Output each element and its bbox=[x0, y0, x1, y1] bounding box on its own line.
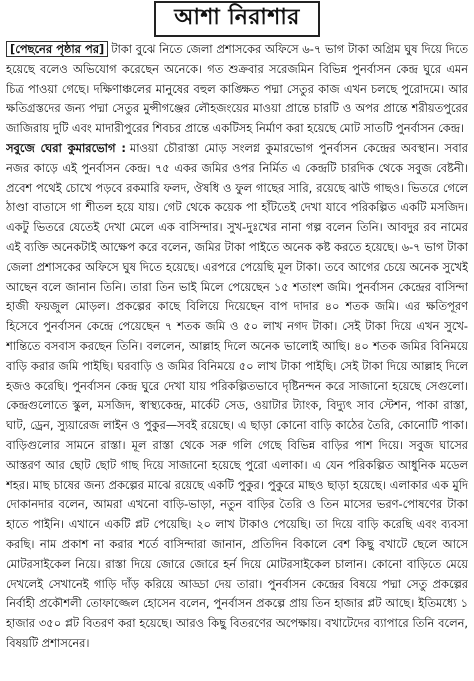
paragraph-intro bbox=[6, 40, 468, 139]
article-body bbox=[6, 40, 468, 678]
paragraph-kumarbhog bbox=[6, 139, 468, 654]
paragraph-intro-text: টাকা বুঝে নিতে জেলা প্রশাসকের অফিসে ৬-৭ ভাগ টাকা অগ্রিম ঘুষ দিয়ে দিতে হয়েছে বলেও অভিযোগ করেছেন অনেকে। গত শুক্রবার সরেজমিন বিভিন্ন পুনর্বাসন কেন্দ্র ঘুরে এমন চিত্র পাওয়া গেছে। দক্ষিণাঞ্চলের মানুষের বহুল কাঙ্ক্ষিত পদ্মা সেতুর কাজ এখন চলছে পুরোদমে। আর ক্ষতিগ্রস্তদের জন্য পদ্মা সেতুর মুন্সীগঞ্জের লৌহজংয়ের মাওয়া প্রান্তে চারটি ও অপর প্রান্তে শরীয়তপুরের জাজিরায় দুটি এবং মাদারীপুরের শিবচর প্রান্তে একটিসহ নির্মাণ করা হয়েছে মোট সাতটি পুনর্বাসন কেন্দ্র। bbox=[6, 42, 468, 136]
continuation-tag: [পেছনের পৃষ্ঠার পর] bbox=[6, 41, 108, 57]
subheading: সবুজে ঘেরা কুমারভোগ : bbox=[6, 140, 126, 155]
headline-bar bbox=[0, 0, 474, 38]
headline: আশা নিরাশার bbox=[154, 1, 320, 37]
paragraph-kumarbhog-text: মাওয়া চৌরাস্তা মোড় সংলগ্ন কুমারভোগ পুনর্বাসন কেন্দ্রের অবস্থান। সবার নজর কাড়ে এই পুনর্বাসন কেন্দ্র। ৭৫ একর জমির ওপর নির্মিত এ কেন্দ্রটি চারদিক থেকে সবুজ বেষ্টনী। প্রবেশ পথেই চোখে পড়বে রকমারি ফলদ, ঔষধি ও ফুল গাছের সারি, রয়েছে ঝাউ গাছও। ভিতরে গেলে ঠাণ্ডা বাতাসে গা শীতল হয়ে যায়। গেট থেকে কয়েক পা হাঁটতেই দেখা যাবে পরিকল্পিত একটি মসজিদ। একটু ভিতরে যেতেই দেখা মেলে এক বাসিন্দার। সুখ-দুঃখের নানা গল্প বলেন তিনি। আবদুর রব নামের এই ব্যক্তি অনেকটাই আক্ষেপ করে বলেন, জমির টাকা পাইতে অনেক কষ্ট করতে হয়েছে। ৬-৭ ভাগ টাকা জেলা প্রশাসকের অফিসে ঘুষ দিতে হয়েছে। এরপরে পেয়েছি মূল টাকা। তবে আগের চেয়ে অনেক সুখেই আছেন বলে জানান তিনি। তারা তিন ভাই মিলে পেয়েছেন ১৫ শতাংশ জমি। পুনর্বাসন কেন্দ্রের বাসিন্দা হাজী ফয়জুল মোড়ল। প্রকল্পের কাছে বিলিয়ে দিয়েছেন বাপ দাদার ৪০ শতক জমি। এর ক্ষতিপূরণ হিসেবে পুনর্বাসন কেন্দ্রে পেয়েছেন ৭ শতক জমি ও ৫০ লাখ নগদ টাকা। সেই টাকা দিয়ে এখন সুখে-শান্তিতে বসবাস করছেন তিনি। বললেন, আল্লাহ দিলে অনেক ভালোই আছি। ৪০ শতক জমির বিনিময়ে বাড়ি করার জমি পাইছি। ঘরবাড়ি ও জমির বিনিময়ে ৫০ লাখ টাকা পাইছি। সেই টাকা দিয়ে আল্লাহ দিলে হজও করেছি। পুনর্বাসন কেন্দ্র ঘুরে দেখা যায় পরিকল্পিতভাবে দৃষ্টিনন্দন করে সাজানো হয়েছে সেগুলো। কেন্দ্রগুলোতে স্কুল, মসজিদ, স্বাস্থ্যকেন্দ্র, মার্কেট সেড, ওয়াটার ট্যাংক, বিদ্যুৎ সাব স্টেশন, পাকা রাস্তা, ঘাট, ড্রেন, স্যুয়ারেজ লাইন ও পুকুর—সবই রয়েছে। এ ছাড়া কোনো বাড়ি কাঠের তৈরি, কোনোটি পাকা। বাড়িগুলোর সামনে রাস্তা। মূল রাস্তা থেকে সরু গলি গেছে বিভিন্ন বাড়ির পাশ দিয়ে। সবুজ ঘাসের আস্তরণ আর ছোট ছোট গাছ দিয়ে সাজানো হয়েছে পুরো এলাকা। এ যেন পরিকল্পিত আধুনিক মডেল শহর। মাছ চাষের জন্য প্রকল্পের মাঝে রয়েছে একটি পুকুর। পুকুরে মাছও ছাড়া হয়েছে। এলাকার এক মুদি দোকানদার বলেন, আমরা এখনো বাড়ি-ভাড়া, নতুন বাড়ির তৈরি ও তিন মাসের ভরণ-পোষণের টাকা হাতে পাইনি। এখানে একটি প্লট পেয়েছি। ২০ লাখ টাকাও পেয়েছি। তা দিয়ে বাড়ি করেছি এবং ব্যবসা করছি। নাম প্রকাশ না করার শর্তে বাসিন্দারা জানান, প্রতিদিন বিকালে বেশ কিছু বখাটে ছেলে আসে মোটরসাইকেল নিয়ে। রাস্তা দিয়ে জোরে জোরে হর্ন দিয়ে মোটরসাইকেল চালান। কোনো বাড়িতে মেয়ে দেখলেই সেখানেই গাড়ি দাঁড় করিয়ে আড্ডা দেয় তারা। পুনর্বাসন কেন্দ্রের বিষয়ে পদ্মা সেতু প্রকল্পের নির্বাহী প্রকৌশলী তোফাজ্জেল হোসেন বলেন, পুনর্বাসন প্রকল্পে প্রায় তিন হাজার প্লট আছে। ইতিমধ্যে ১ হাজার ৩৫০ প্লট বিতরণ করা হয়েছে। আরও কিছু বিতরণের অপেক্ষায়। বখাটেদের ব্যাপারে তিনি বলেন, বিষয়টি প্রশাসনের। bbox=[6, 140, 468, 650]
